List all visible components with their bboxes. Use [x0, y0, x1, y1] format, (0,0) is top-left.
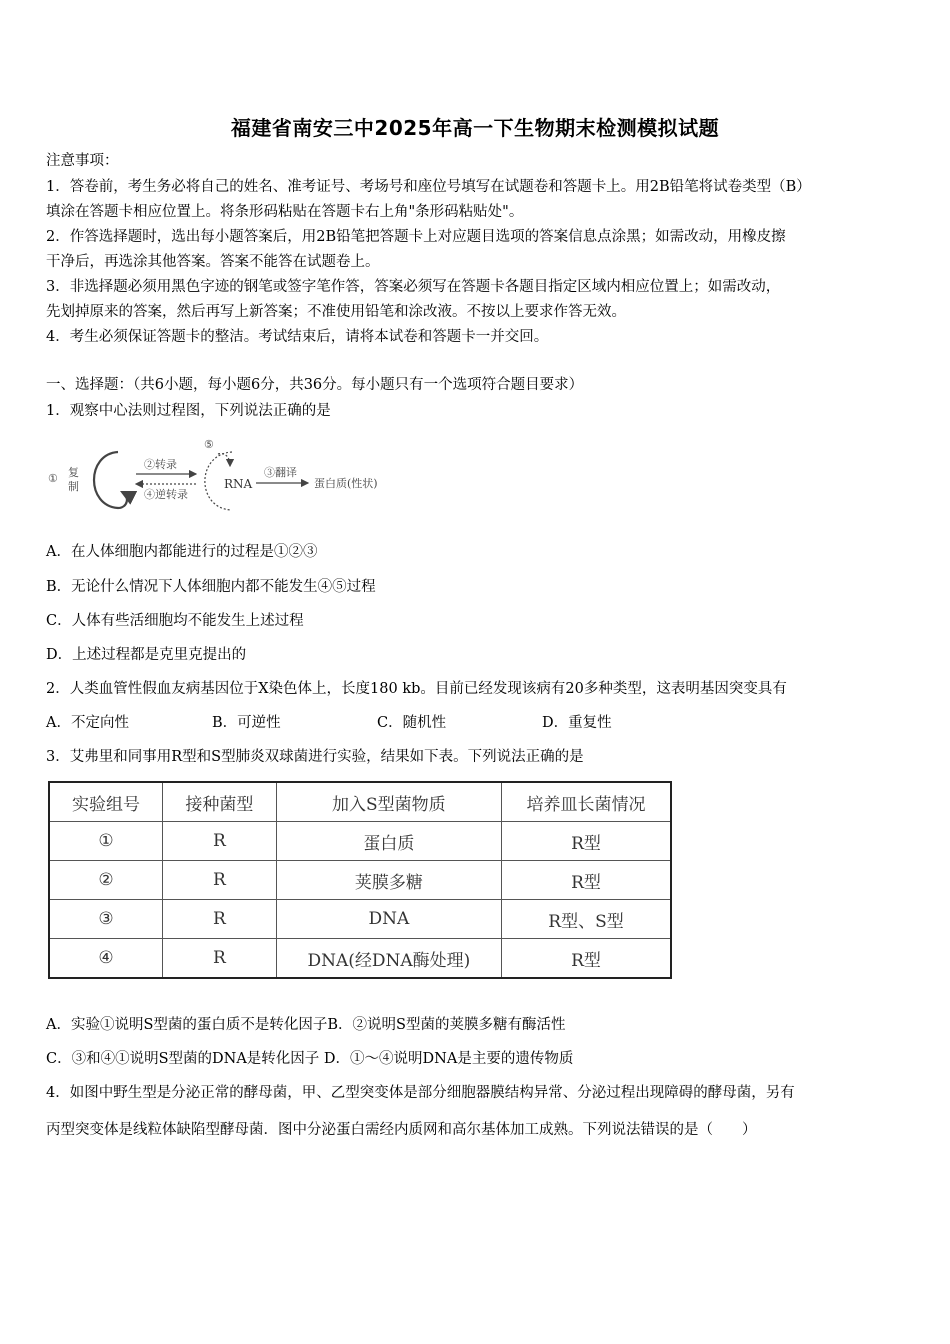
replication-arrow	[94, 452, 127, 508]
page-title: 福建省南安三中2025年高一下生物期末检测模拟试题	[230, 116, 720, 140]
table-cell: DNA	[276, 900, 501, 939]
table-row	[49, 900, 671, 939]
notice-line: 3．非选择题必须用黑色字迹的钢笔或签字笔作答，答案必须写在答题卡各题目指定区域内相应位置上；如需改动，	[46, 279, 781, 295]
question-2-stem: 2．人类血管性假血友病基因位于X染色体上，长度180 kb。目前已经发现该病有20多种类型，这表明基因突变具有	[46, 681, 787, 697]
translation-label: ③翻译	[264, 466, 297, 479]
table-cell: R	[163, 900, 277, 939]
table-cell: R型、S型	[502, 900, 671, 939]
question-2-option-c[interactable]: C．随机性	[377, 715, 447, 731]
question-2-option-a[interactable]: A．不定向性	[46, 715, 129, 731]
transcription-label: ②转录	[144, 458, 177, 471]
question-1-stem: 1．观察中心法则过程图，下列说法正确的是	[46, 403, 331, 419]
question-4-stem-line-2: 丙型突变体是线粒体缺陷型酵母菌．图中分泌蛋白需经内质网和高尔基体加工成熟。下列说法错误的是（ ）	[46, 1122, 757, 1138]
question-4-stem-line-1: 4．如图中野生型是分泌正常的酵母菌，甲、乙型突变体是部分细胞器膜结构异常、分泌过程出现障碍的酵母菌，另有	[46, 1085, 795, 1101]
replication-label: 制	[68, 480, 79, 493]
table-cell: R	[163, 939, 277, 979]
question-1-option-b[interactable]: B．无论什么情况下人体细胞内都不能发生④⑤过程	[46, 579, 376, 595]
table-cell: DNA(经DNA酶处理)	[276, 939, 501, 979]
question-2-option-b[interactable]: B．可逆性	[212, 715, 281, 731]
table-cell: 蛋白质	[276, 822, 501, 861]
reverse-transcription-label: ④逆转录	[144, 488, 188, 501]
table-header: 接种菌型	[163, 782, 277, 822]
question-1-option-c[interactable]: C．人体有些活细胞均不能发生上述过程	[46, 613, 304, 629]
table-header-row	[49, 782, 671, 822]
replication-label: 复	[68, 466, 79, 479]
table-cell: 荚膜多糖	[276, 861, 501, 900]
section-heading: 一、选择题：（共6小题，每小题6分，共36分。每小题只有一个选项符合题目要求）	[46, 377, 584, 393]
table-cell: ③	[49, 900, 163, 939]
table-cell: R	[163, 861, 277, 900]
experiment-table	[48, 781, 672, 979]
table-row	[49, 822, 671, 861]
table-row	[49, 861, 671, 900]
table-header: 培养皿长菌情况	[502, 782, 671, 822]
question-3-options-ab[interactable]: A．实验①说明S型菌的蛋白质不是转化因子B．②说明S型菌的荚膜多糖有酶活性	[46, 1017, 566, 1033]
question-3-stem: 3．艾弗里和同事用R型和S型肺炎双球菌进行实验，结果如下表。下列说法正确的是	[46, 749, 584, 765]
notice-line: 填涂在答题卡相应位置上。将条形码粘贴在答题卡右上角"条形码粘贴处"。	[46, 204, 524, 220]
table-cell: ④	[49, 939, 163, 979]
central-dogma-diagram	[46, 436, 406, 516]
question-1-option-a[interactable]: A．在人体细胞内都能进行的过程是①②③	[46, 544, 318, 560]
rna-replication-label: ⑤	[204, 438, 214, 451]
notice-line: 干净后，再选涂其他答案。答案不能答在试题卷上。	[46, 254, 380, 270]
notice-line: 2．作答选择题时，选出每小题答案后，用2B铅笔把答题卡上对应题目选项的答案信息点涂黑；如需改动，用橡皮擦	[46, 229, 786, 245]
table-header: 加入S型菌物质	[276, 782, 501, 822]
question-3-options-cd[interactable]: C．③和④①说明S型菌的DNA是转化因子 D．①～④说明DNA是主要的遗传物质	[46, 1051, 574, 1067]
question-2-option-d[interactable]: D．重复性	[542, 715, 612, 731]
notice-line: 1．答卷前，考生务必将自己的姓名、准考证号、考场号和座位号填写在试题卷和答题卡上。用2B铅笔将试卷类型（B）	[46, 179, 811, 195]
replication-number: ①	[48, 472, 58, 485]
table-header: 实验组号	[49, 782, 163, 822]
table-cell: ①	[49, 822, 163, 861]
question-1-option-d[interactable]: D．上述过程都是克里克提出的	[46, 647, 247, 663]
table-cell: R	[163, 822, 277, 861]
table-cell: R型	[502, 861, 671, 900]
rna-label: RNA	[224, 477, 253, 491]
notice-heading: 注意事项：	[46, 153, 119, 169]
table-cell: R型	[502, 822, 671, 861]
table-row	[49, 939, 671, 979]
table-cell: R型	[502, 939, 671, 979]
table-cell: ②	[49, 861, 163, 900]
notice-line: 先划掉原来的答案，然后再写上新答案；不准使用铅笔和涂改液。不按以上要求作答无效。	[46, 304, 626, 320]
notice-line: 4．考生必须保证答题卡的整洁。考试结束后，请将本试卷和答题卡一并交回。	[46, 329, 549, 345]
protein-label: 蛋白质(性状)	[314, 477, 378, 490]
